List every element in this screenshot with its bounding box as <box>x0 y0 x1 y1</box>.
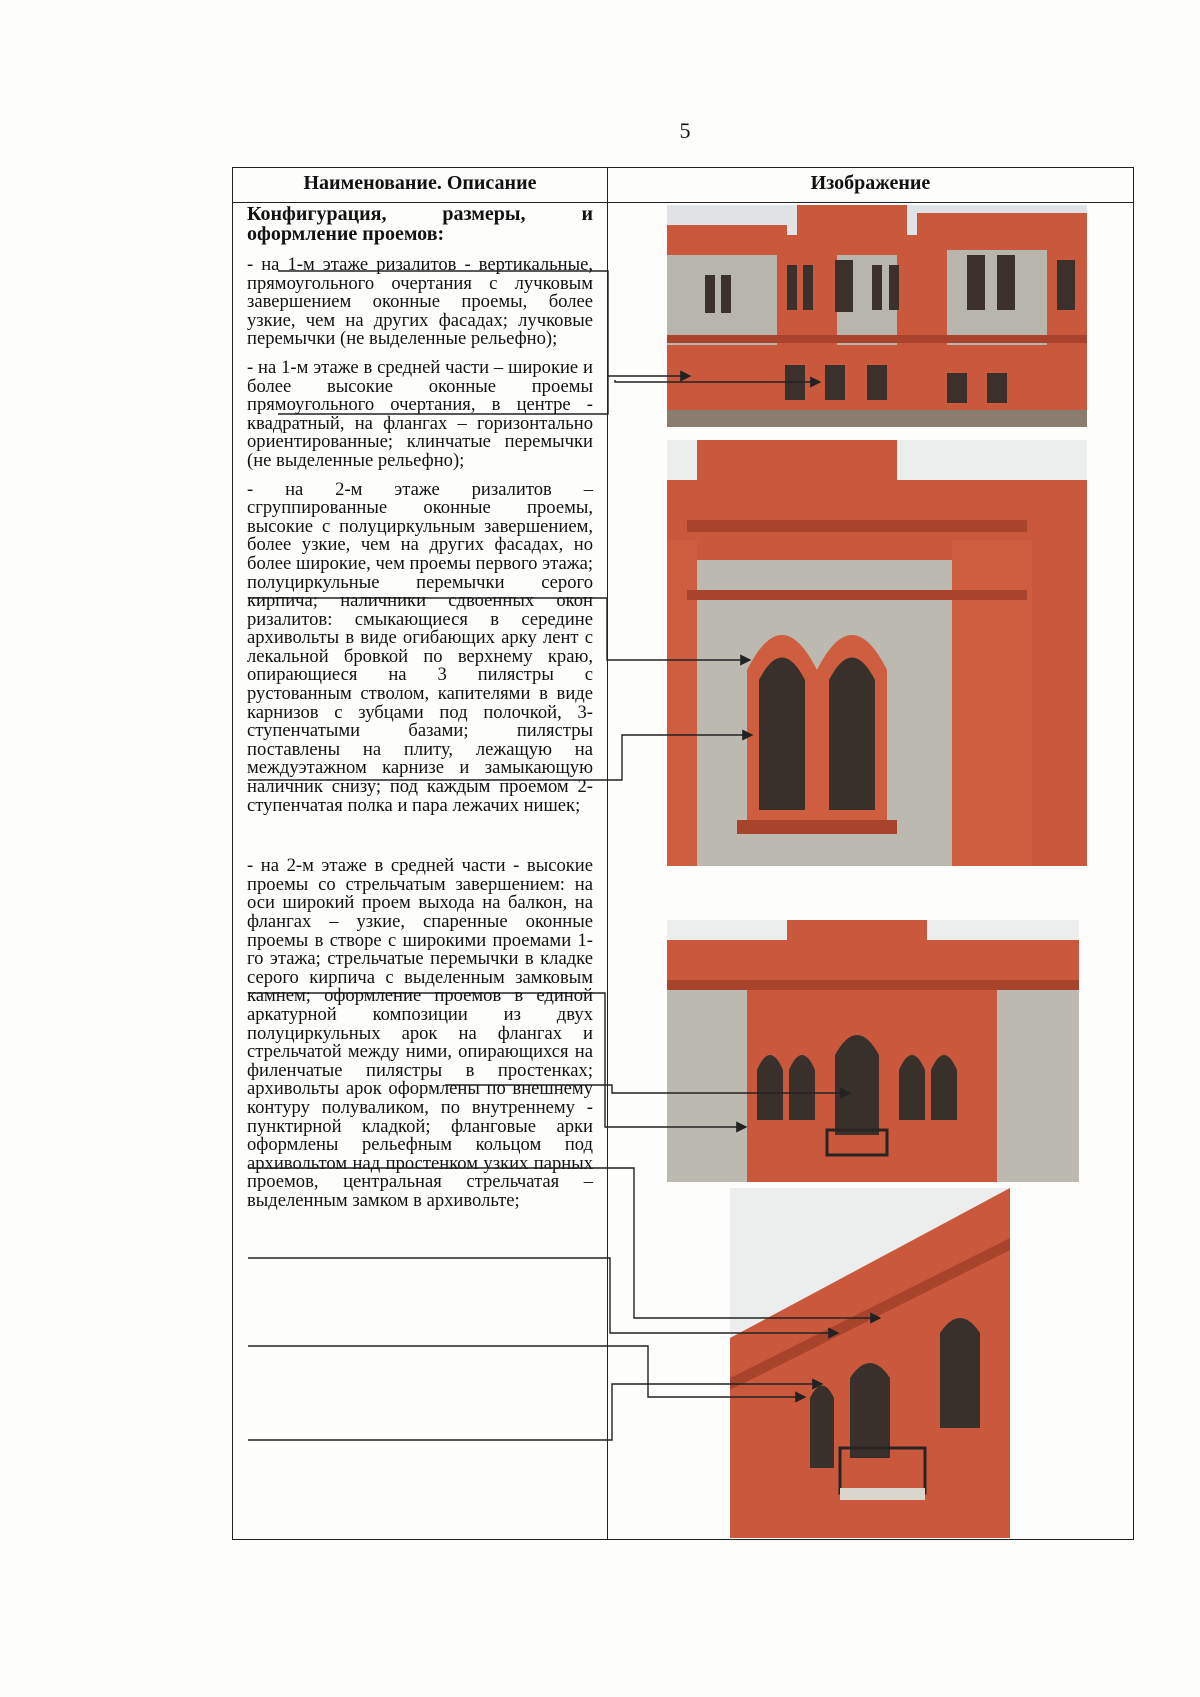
paragraph-first-floor-risalits: - на 1-м этаже ризалитов - вертикальные, прямоугольного очертания с лучковым завершением оконные проемы, более узкие, чем на других фасадах; лучковые перемычки (не выделенные рельефно); <box>247 254 593 350</box>
paragraph-second-floor-risalits: - на 2-м этаже ризалитов – сгруппированные оконные проемы, высокие с полуциркульным завершением, более узкие, чем на других фасадах, но более широкие, чем проемы первого этажа; полуциркульные перемычки серого кирпича; наличники сдвоенных окон ризалитов: смыкающиеся в середине архивольты в виде огибающих арку лент с лекальной бровкой по верхнему краю, опирающиеся на 3 пилястры с рустованным стволом, капителями в виде карнизов с зубцами под полочкой, 3-ступенчатыми базами; пилястры поставлены на плиту, лежащую на междуэтажном карнизе и замыкающую наличник снизу; под каждым проемом 2-ступенчатая полка и пара лежачих нишек; <box>247 478 593 816</box>
facade-photo-2 <box>667 440 1087 866</box>
section-title: Конфигурация, размеры, и оформление проемов: <box>247 203 593 245</box>
facade-photo-4 <box>730 1188 1010 1538</box>
facade-photo-3 <box>667 920 1079 1182</box>
paragraph-second-floor-center: - на 2-м этаже в средней части - высокие проемы со стрельчатым завершением: на оси широкий проем выхода на балкон, на флангах – узкие, спаренные оконные проемы в створе с широкими проемами 1-го этажа; стрельчатые перемычки в кладке серого кирпича с выделенным замковым камнем; оформление проемов в единой аркатурной композиции из двух полуциркульных арок на флангах и стрельчатой между ними, опирающихся на филенчатые пилястры в простенках; архивольты арок оформлены по внешнему контуру полуваликом, по внутреннему - пунктирной кладкой; фланговые арки оформлены рельефным кольцом под архивольтом над простенком узких парных проемов, центральная стрельчатая – выделенным замком в архивольте; <box>247 855 593 1211</box>
facade-photo-1 <box>667 205 1087 427</box>
header-description: Наименование. Описание <box>303 172 537 194</box>
page-number: 5 <box>679 118 691 143</box>
table-header <box>233 168 1133 203</box>
paragraph-first-floor-center: - на 1-м этаже в средней части – широкие и более высокие оконные проемы прямоугольного очертания, в центре - квадратный, на флангах – горизонтально ориентированные; клинчатые перемычки (не выделенные рельефно); <box>247 356 593 471</box>
column-divider <box>607 168 608 1539</box>
header-image: Изображение <box>810 172 931 194</box>
description-column <box>247 204 593 1221</box>
